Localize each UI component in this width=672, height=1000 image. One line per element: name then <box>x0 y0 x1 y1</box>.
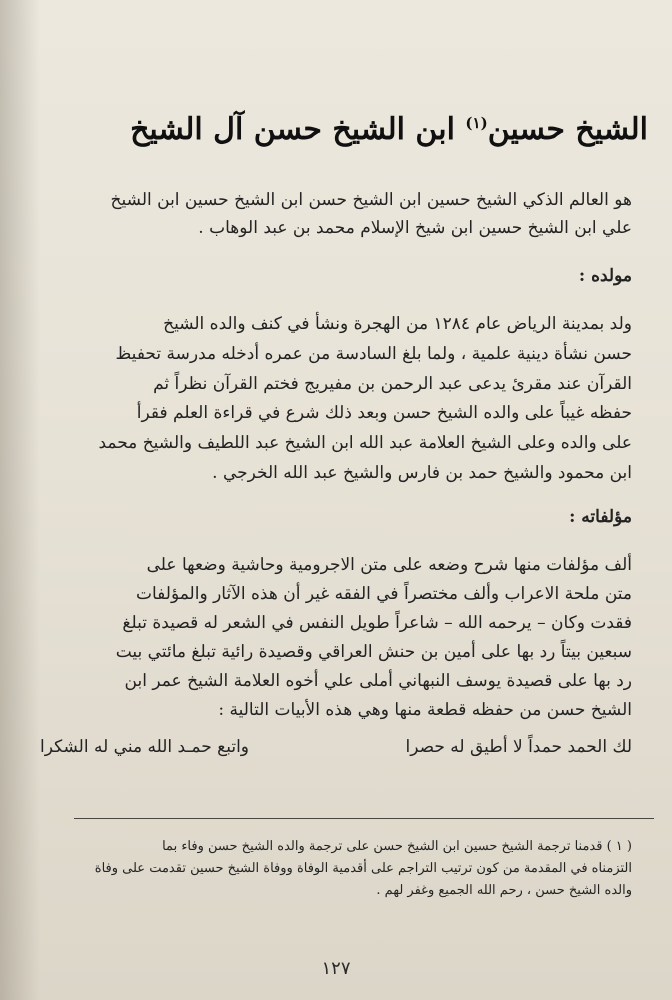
works-heading: مؤلفاته : <box>569 507 632 527</box>
works-line-1: ألف مؤلفات منها شرح وضعه على متن الاجرومية وحاشية وضعها على <box>146 555 632 575</box>
birth-line-3: القرآن عند مقرئ يدعى عبد الرحمن بن مفيريج فختم القرآن نظراً ثم <box>153 374 632 394</box>
poem-second-hemistich: واتبع حمـد الله مني له الشكرا <box>40 737 250 757</box>
works-line-6: الشيخ حسن من حفظه قطعة منها وهي هذه الأبيات التالية : <box>218 700 632 720</box>
works-line-5: رد بها على قصيدة يوسف النبهاني أملى علي أخوه العلامة الشيخ عمر ابن <box>124 671 632 691</box>
birth-line-2: حسن نشأة دينية علمية ، ولما بلغ السادسة من عمره أدخله مدرسة تحفيظ <box>115 344 632 364</box>
title-rest: ابن الشيخ حسن آل الشيخ <box>130 112 455 147</box>
birth-line-6: ابن محمود والشيخ حمد بن فارس والشيخ عبد الله الخرجي . <box>212 463 632 483</box>
birth-heading: مولده : <box>578 266 632 286</box>
footnote-line-3: والده الشيخ حسن ، رحم الله الجميع وغفر لهم . <box>376 883 632 898</box>
footnote-line-1: ( ١ ) قدمنا ترجمة الشيخ حسين ابن الشيخ حسن على ترجمة والده الشيخ حسن وفاء بما <box>162 839 632 854</box>
footnote-line-2: التزمناه في المقدمة من كون ترتيب التراجم على أقدمية الوفاة ووفاة الشيخ حسين تقدمت على وفاة <box>94 861 632 876</box>
page-edge-shadow <box>0 0 40 1000</box>
title-footnote-marker: (١) <box>465 114 488 132</box>
title-main: الشيخ حسين <box>487 112 648 147</box>
footnote-separator <box>74 818 654 819</box>
works-line-4: سبعين بيتاً رد بها على أمين بن حنش العراقي وقصيدة رائية تبلغ مائتي بيت <box>115 642 632 662</box>
intro-line-2: علي ابن الشيخ حسين ابن شيخ الإسلام محمد بن عبد الوهاب . <box>198 218 632 238</box>
works-line-2: متن ملحة الاعراب وألف مختصراً في الفقه غير أن هذه الآثار والمؤلفات <box>135 584 632 604</box>
poem-first-hemistich: لك الحمد حمداً لا أطيق له حصرا <box>405 737 632 757</box>
birth-line-5: على والده وعلى الشيخ العلامة عبد الله ابن الشيخ عبد اللطيف والشيخ محمد <box>98 433 632 453</box>
page-number: ١٢٧ <box>321 958 351 979</box>
birth-line-4: حفظه غيباً على والده الشيخ حسن وبعد ذلك شرع في قراءة العلم فقرأ <box>136 403 632 423</box>
page-title <box>48 95 648 158</box>
intro-line-1: هو العالم الذكي الشيخ حسين ابن الشيخ حسن ابن الشيخ حسين ابن الشيخ <box>110 190 632 210</box>
birth-line-1: ولد بمدينة الرياض عام ١٢٨٤ من الهجرة ونشأ في كنف والده الشيخ <box>163 314 632 334</box>
works-line-3: فقدت وكان – يرحمه الله – شاعراً طويل النفس في الشعر له قصيدة تبلغ <box>122 613 632 633</box>
